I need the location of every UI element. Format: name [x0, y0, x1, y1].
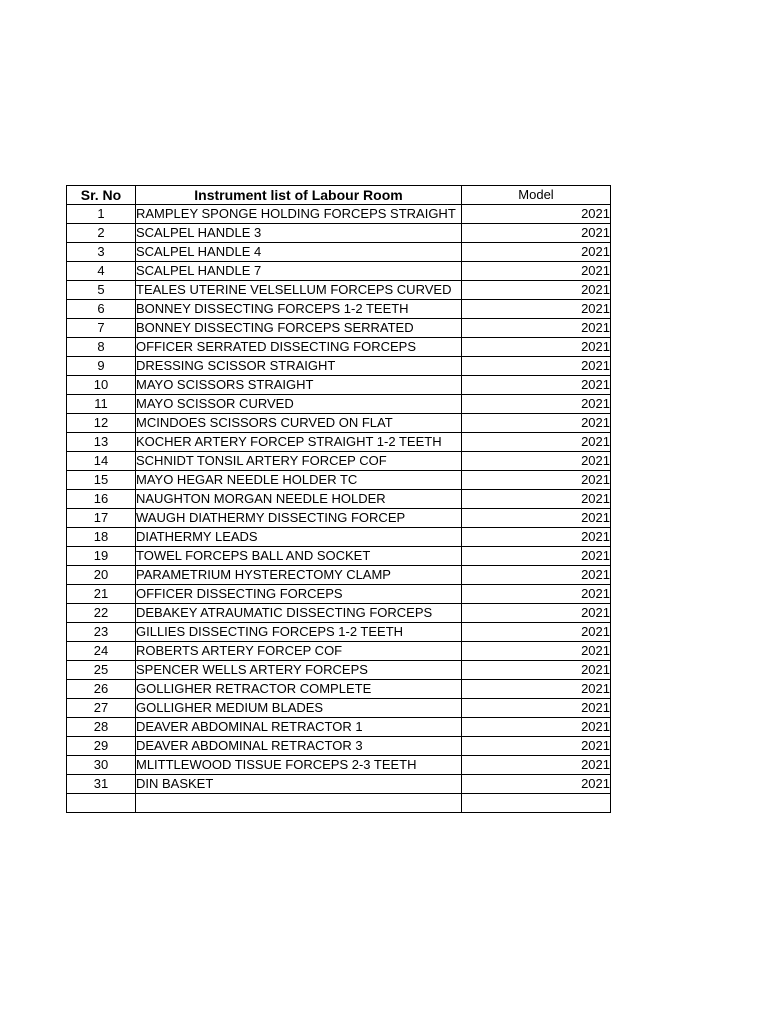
cell-model: 2021: [462, 490, 611, 509]
table-row: [67, 357, 611, 376]
table-row: [67, 794, 611, 813]
cell-model: 2021: [462, 547, 611, 566]
table-row: [67, 661, 611, 680]
cell-model: 2021: [462, 737, 611, 756]
cell-model: 2021: [462, 205, 611, 224]
cell-model: 2021: [462, 661, 611, 680]
cell-srno: 28: [67, 718, 136, 737]
table-row: [67, 680, 611, 699]
table-row: [67, 300, 611, 319]
cell-name: DEAVER ABDOMINAL RETRACTOR 3: [136, 737, 462, 756]
table-row: [67, 547, 611, 566]
table-row: [67, 718, 611, 737]
cell-srno: 2: [67, 224, 136, 243]
table-row: [67, 756, 611, 775]
table-row: [67, 528, 611, 547]
cell-srno: 24: [67, 642, 136, 661]
cell-model: 2021: [462, 224, 611, 243]
cell-name: KOCHER ARTERY FORCEP STRAIGHT 1-2 TEETH: [136, 433, 462, 452]
cell-name: PARAMETRIUM HYSTERECTOMY CLAMP: [136, 566, 462, 585]
cell-srno: 3: [67, 243, 136, 262]
cell-srno: 12: [67, 414, 136, 433]
cell-srno: 23: [67, 623, 136, 642]
cell-srno: 30: [67, 756, 136, 775]
cell-name: RAMPLEY SPONGE HOLDING FORCEPS STRAIGHT: [136, 205, 462, 224]
table-row: [67, 737, 611, 756]
table-row: [67, 433, 611, 452]
cell-name: SPENCER WELLS ARTERY FORCEPS: [136, 661, 462, 680]
cell-srno: 27: [67, 699, 136, 718]
cell-model: 2021: [462, 509, 611, 528]
cell-name: OFFICER SERRATED DISSECTING FORCEPS: [136, 338, 462, 357]
cell-name: MCINDOES SCISSORS CURVED ON FLAT: [136, 414, 462, 433]
cell-model: 2021: [462, 642, 611, 661]
table-row: [67, 205, 611, 224]
cell-name: MLITTLEWOOD TISSUE FORCEPS 2-3 TEETH: [136, 756, 462, 775]
table-row: [67, 509, 611, 528]
cell-model: 2021: [462, 471, 611, 490]
cell-name: [136, 794, 462, 813]
table-row: [67, 338, 611, 357]
cell-name: GILLIES DISSECTING FORCEPS 1-2 TEETH: [136, 623, 462, 642]
cell-model: 2021: [462, 452, 611, 471]
header-srno: Sr. No: [67, 186, 136, 205]
cell-srno: 18: [67, 528, 136, 547]
cell-model: 2021: [462, 357, 611, 376]
table-row: [67, 376, 611, 395]
cell-srno: 31: [67, 775, 136, 794]
cell-name: SCHNIDT TONSIL ARTERY FORCEP COF: [136, 452, 462, 471]
cell-srno: 21: [67, 585, 136, 604]
table-row: [67, 243, 611, 262]
table-row: [67, 623, 611, 642]
cell-name: DEAVER ABDOMINAL RETRACTOR 1: [136, 718, 462, 737]
cell-model: 2021: [462, 300, 611, 319]
cell-srno: 5: [67, 281, 136, 300]
cell-model: 2021: [462, 604, 611, 623]
cell-name: GOLLIGHER RETRACTOR COMPLETE: [136, 680, 462, 699]
header-row: [67, 186, 611, 205]
cell-srno: 26: [67, 680, 136, 699]
cell-model: 2021: [462, 433, 611, 452]
cell-name: OFFICER DISSECTING FORCEPS: [136, 585, 462, 604]
cell-srno: 15: [67, 471, 136, 490]
cell-model: 2021: [462, 680, 611, 699]
cell-srno: 20: [67, 566, 136, 585]
table-row: [67, 490, 611, 509]
cell-model: 2021: [462, 528, 611, 547]
cell-srno: 25: [67, 661, 136, 680]
cell-srno: 8: [67, 338, 136, 357]
cell-name: BONNEY DISSECTING FORCEPS SERRATED: [136, 319, 462, 338]
cell-model: 2021: [462, 566, 611, 585]
table-row: [67, 699, 611, 718]
cell-name: DIATHERMY LEADS: [136, 528, 462, 547]
cell-name: SCALPEL HANDLE 3: [136, 224, 462, 243]
cell-srno: 29: [67, 737, 136, 756]
cell-model: 2021: [462, 623, 611, 642]
cell-srno: 9: [67, 357, 136, 376]
cell-srno: 11: [67, 395, 136, 414]
cell-model: 2021: [462, 756, 611, 775]
table-row: [67, 471, 611, 490]
cell-srno: 22: [67, 604, 136, 623]
table-row: [67, 281, 611, 300]
cell-srno: 1: [67, 205, 136, 224]
cell-model: 2021: [462, 395, 611, 414]
cell-name: ROBERTS ARTERY FORCEP COF: [136, 642, 462, 661]
cell-model: 2021: [462, 376, 611, 395]
cell-srno: 17: [67, 509, 136, 528]
cell-model: 2021: [462, 585, 611, 604]
cell-name: MAYO SCISSORS STRAIGHT: [136, 376, 462, 395]
table-row: [67, 452, 611, 471]
instrument-sheet: [66, 185, 611, 813]
cell-name: GOLLIGHER MEDIUM BLADES: [136, 699, 462, 718]
cell-model: [462, 794, 611, 813]
cell-model: 2021: [462, 338, 611, 357]
table-row: [67, 395, 611, 414]
header-model: Model: [462, 186, 611, 205]
cell-name: WAUGH DIATHERMY DISSECTING FORCEP: [136, 509, 462, 528]
table-row: [67, 642, 611, 661]
cell-model: 2021: [462, 775, 611, 794]
cell-name: MAYO SCISSOR CURVED: [136, 395, 462, 414]
cell-name: TEALES UTERINE VELSELLUM FORCEPS CURVED: [136, 281, 462, 300]
cell-model: 2021: [462, 699, 611, 718]
cell-name: DIN BASKET: [136, 775, 462, 794]
cell-model: 2021: [462, 243, 611, 262]
cell-model: 2021: [462, 262, 611, 281]
cell-srno: 10: [67, 376, 136, 395]
table-row: [67, 262, 611, 281]
table-body: [67, 205, 611, 813]
cell-srno: 6: [67, 300, 136, 319]
cell-name: TOWEL FORCEPS BALL AND SOCKET: [136, 547, 462, 566]
instrument-table: [66, 185, 611, 813]
cell-model: 2021: [462, 718, 611, 737]
header-instrument-name: Instrument list of Labour Room: [136, 186, 462, 205]
table-row: [67, 319, 611, 338]
table-row: [67, 224, 611, 243]
cell-model: 2021: [462, 281, 611, 300]
cell-srno: 16: [67, 490, 136, 509]
table-row: [67, 414, 611, 433]
table-row: [67, 585, 611, 604]
cell-name: NAUGHTON MORGAN NEEDLE HOLDER: [136, 490, 462, 509]
cell-srno: [67, 794, 136, 813]
cell-model: 2021: [462, 414, 611, 433]
table-row: [67, 775, 611, 794]
cell-srno: 14: [67, 452, 136, 471]
table-row: [67, 566, 611, 585]
cell-srno: 7: [67, 319, 136, 338]
cell-name: SCALPEL HANDLE 4: [136, 243, 462, 262]
cell-model: 2021: [462, 319, 611, 338]
table-row: [67, 604, 611, 623]
cell-name: BONNEY DISSECTING FORCEPS 1-2 TEETH: [136, 300, 462, 319]
cell-name: DRESSING SCISSOR STRAIGHT: [136, 357, 462, 376]
cell-srno: 4: [67, 262, 136, 281]
cell-name: DEBAKEY ATRAUMATIC DISSECTING FORCEPS: [136, 604, 462, 623]
cell-name: MAYO HEGAR NEEDLE HOLDER TC: [136, 471, 462, 490]
cell-srno: 19: [67, 547, 136, 566]
cell-name: SCALPEL HANDLE 7: [136, 262, 462, 281]
cell-srno: 13: [67, 433, 136, 452]
